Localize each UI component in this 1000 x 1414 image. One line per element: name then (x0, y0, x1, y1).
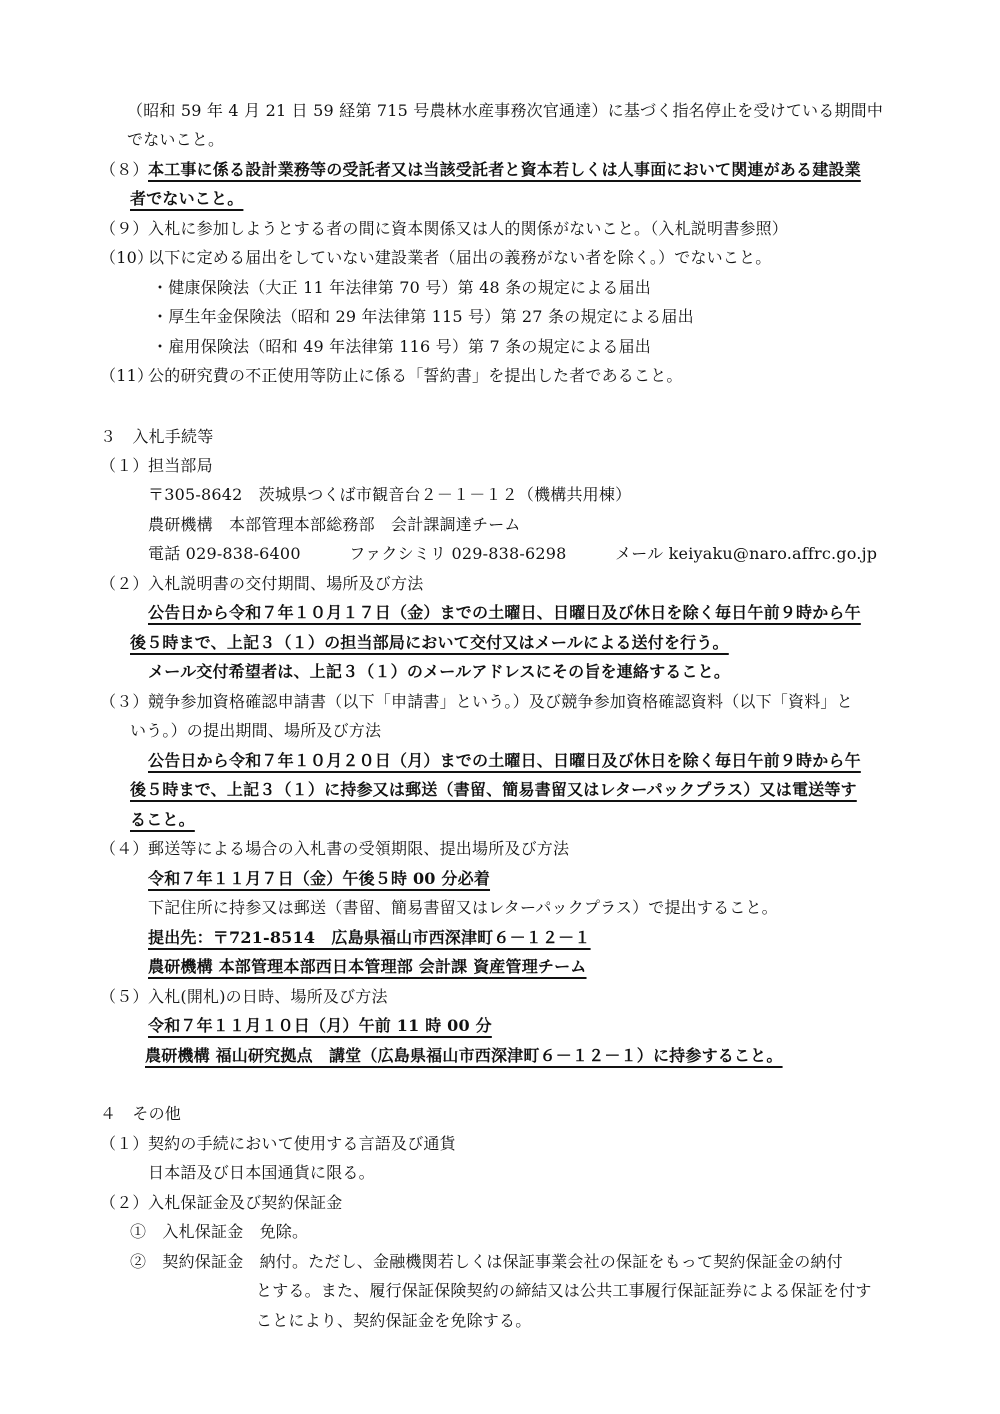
item-number: （１） (100, 456, 149, 475)
location-line: 農研機構 福山研究拠点 講堂（広島県福山市西深津町６－１２－１）に持参すること。 (145, 1046, 783, 1065)
address-line: 提出先：〒721-8514 広島県福山市西深津町６－１２－１ (148, 928, 591, 947)
item-number: （９） (100, 219, 149, 238)
item-number: （１） (100, 1134, 149, 1153)
text-line: 下記住所に持参又は郵送（書留、簡易書留又はレターパックプラス）で提出すること。 (148, 898, 778, 917)
text-line: 公的研究費の不正使用等防止に係る「誓約書」を提出した者であること。 (148, 366, 683, 385)
text-line: 以下に定める届出をしていない建設業者（届出の義務がない者を除く。）でないこと。 (148, 248, 772, 267)
text-line: 競争参加資格確認申請書（以下「申請書」という。）及び競争参加資格確認資料（以下「資料」と (148, 692, 853, 711)
text-line: 入札説明書の交付期間、場所及び方法 (148, 574, 424, 593)
section-heading: ３ 入札手続等 (100, 427, 214, 446)
text-line: （昭和 59 年 4 月 21 日 59 経第 715 号農林水産事務次官通達）に基づく指名停止を受けている期間中 (127, 101, 884, 120)
list-item: ① 入札保証金 免除。 (130, 1222, 309, 1241)
text-line: 担当部局 (148, 456, 213, 475)
text-line: メール交付希望者は、上記３（１）のメールアドレスにその旨を連絡すること。 (148, 662, 731, 681)
text-line: 契約の手続において使用する言語及び通貨 (148, 1134, 456, 1153)
text-line: 公告日から令和７年１０月１７日（金）までの土曜日、日曜日及び休日を除く毎日午前９時から午 (148, 603, 861, 622)
date-line: 令和７年１１月１０日（月）午前 11 時 00 分 (148, 1016, 492, 1035)
item-number: （４） (100, 839, 149, 858)
text-line: とする。また、履行保証保険契約の締結又は公共工事履行保証証券による保証を付す (256, 1281, 872, 1300)
text-line: 入札に参加しようとする者の間に資本関係又は人的関係がないこと。（入札説明書参照） (148, 219, 789, 238)
item-number: （11） (100, 366, 154, 385)
department-line: 農研機構 本部管理本部西日本管理部 会計課 資産管理チーム (148, 957, 587, 976)
text-line: いう。）の提出期間、場所及び方法 (130, 721, 382, 740)
text-line: 日本語及び日本国通貨に限る。 (148, 1163, 375, 1182)
address-line: 〒305-8642 茨城県つくば市観音台２－１－１２（機構共用棟） (148, 485, 632, 504)
item-number: （２） (100, 1193, 149, 1212)
text-line: 本工事に係る設計業務等の受託者又は当該受託者と資本若しくは人事面において関連がある建設業 (148, 160, 861, 179)
text-line: でないこと。 (127, 130, 225, 149)
department-line: 農研機構 本部管理本部総務部 会計課調達チーム (148, 515, 521, 534)
list-item: ・健康保険法（大正 11 年法律第 70 号）第 48 条の規定による届出 (152, 278, 651, 297)
list-item: ② 契約保証金 納付。ただし、金融機関若しくは保証事業会社の保証をもって契約保証金の納付 (130, 1252, 843, 1271)
deadline-line: 令和７年１１月７日（金）午後５時 00 分必着 (148, 869, 491, 888)
text-line: ること。 (130, 810, 195, 829)
text-line: 公告日から令和７年１０月２０日（月）までの土曜日、日曜日及び休日を除く毎日午前９時から午 (148, 751, 861, 770)
text-line: 入札(開札)の日時、場所及び方法 (148, 987, 388, 1006)
list-item: ・雇用保険法（昭和 49 年法律第 116 号）第 7 条の規定による届出 (152, 337, 651, 356)
item-number: （３） (100, 692, 149, 711)
section-heading: ４ その他 (100, 1104, 182, 1123)
text-line: 後５時まで、上記３（１）の担当部局において交付又はメールによる送付を行う。 (130, 633, 729, 652)
text-line: 郵送等による場合の入札書の受領期限、提出場所及び方法 (148, 839, 570, 858)
list-item: ・厚生年金保険法（昭和 29 年法律第 115 号）第 27 条の規定による届出 (152, 307, 694, 326)
contact-line: 電話 029-838-6400 ファクシミリ 029-838-6298 メール keiyaku@naro.affrc.go.jp (148, 544, 878, 563)
item-number: （５） (100, 987, 149, 1006)
text-line: ことにより、契約保証金を免除する。 (256, 1311, 532, 1330)
text-line: 者でないこと。 (130, 189, 244, 208)
text-line: 入札保証金及び契約保証金 (148, 1193, 343, 1212)
item-number: （８） (100, 160, 149, 179)
item-number: （２） (100, 574, 149, 593)
text-line: 後５時まで、上記３（１）に持参又は郵送（書留、簡易書留又はレターパックプラス）又は電送等す (130, 780, 857, 799)
item-number: （10） (100, 248, 154, 267)
